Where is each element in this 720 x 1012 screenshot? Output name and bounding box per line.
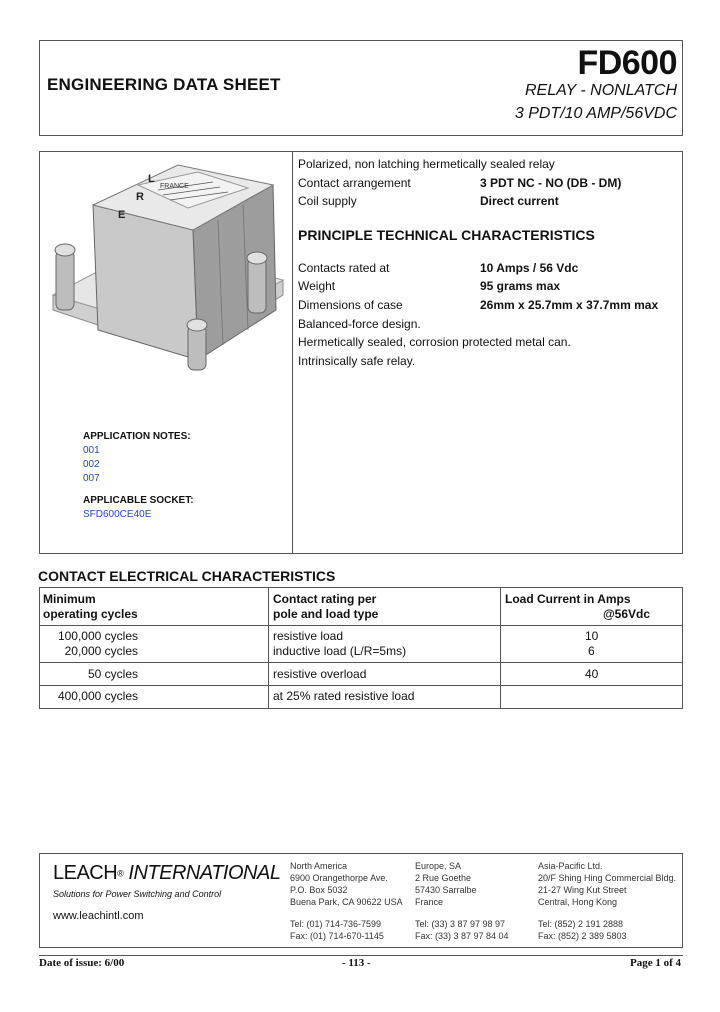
marking-letter: R (136, 191, 144, 203)
table-cell: 20,000 cycles (64, 644, 138, 658)
table-header: operating cycles (43, 607, 138, 621)
application-note-link[interactable]: 002 (83, 459, 100, 470)
spec-value: 3 PDT NC - NO (DB - DM) (480, 176, 622, 190)
spec-label: Coil supply (298, 194, 357, 208)
table-cell: 10 (585, 629, 599, 643)
application-note-link[interactable]: 007 (83, 473, 100, 484)
table-divider (39, 662, 683, 663)
applicable-socket-heading: APPLICABLE SOCKET: (83, 495, 194, 506)
address-europe: Europe, SA 2 Rue Goethe 57430 Sarralbe France Tel: (33) 3 87 97 98 97 Fax: (33) 3 87 97 84 04 (415, 861, 509, 941)
relay-photo (48, 160, 288, 405)
char-value: 10 Amps / 56 Vdc (480, 261, 579, 275)
char-value: 95 grams max (480, 279, 561, 293)
char-label: Weight (298, 279, 336, 293)
can-label: FRANCE (160, 183, 189, 190)
tagline: Solutions for Power Switching and Control (53, 889, 222, 899)
model-number: FD600 (577, 44, 677, 82)
description-text: Polarized, non latching hermetically sealed relay (298, 157, 555, 171)
table-cell: inductive load (L/R=5ms) (273, 644, 407, 658)
date-of-issue: Date of issue: 6/00 (39, 957, 125, 969)
table-cell: 100,000 cycles (57, 629, 138, 643)
footer-rule (39, 955, 683, 956)
table-cell: at 25% rated resistive load (273, 689, 415, 703)
table-divider (39, 625, 683, 626)
company-logo (53, 862, 280, 885)
table-header: pole and load type (273, 607, 379, 621)
relay-subtitle: RELAY - NONLATCH (524, 82, 677, 99)
char-label: Contacts rated at (298, 261, 390, 275)
address-north-america: North America 6900 Orangethorpe Ave. P.O. Box 5032 Buena Park, CA 90622 USA Tel: (01) 714-736-7599 Fax: (01) 714-670-1145 (290, 861, 403, 941)
principle-heading: PRINCIPLE TECHNICAL CHARACTERISTICS (298, 227, 595, 243)
socket-link[interactable]: SFD600CE40E (83, 509, 152, 520)
table-cell: 50 cycles (87, 667, 138, 681)
doc-type-title: ENGINEERING DATA SHEET (47, 75, 281, 94)
brand-suffix: INTERNATIONAL (128, 862, 281, 884)
application-note-link[interactable]: 001 (83, 445, 100, 456)
table-divider (268, 587, 269, 709)
table-cell: resistive load (273, 629, 344, 643)
table-divider (39, 685, 683, 686)
spec-label: Contact arrangement (298, 176, 411, 190)
contact-section-title: CONTACT ELECTRICAL CHARACTERISTICS (38, 568, 336, 584)
table-cell: 6 (588, 644, 595, 658)
panel-divider (292, 151, 293, 554)
table-cell: 400,000 cycles (57, 689, 138, 703)
feature-note: Hermetically sealed, corrosion protected metal can. (298, 335, 571, 349)
table-cell: 40 (585, 667, 599, 681)
brand-name: LEACH (53, 862, 118, 884)
marking-letter: L (148, 173, 155, 185)
page-code: - 113 - (342, 957, 371, 969)
table-header: Contact rating per (273, 592, 377, 606)
registered-mark: ® (117, 868, 124, 879)
feature-note: Balanced-force design. (298, 317, 421, 331)
feature-note: Intrinsically safe relay. (298, 354, 416, 368)
table-header: Load Current in Amps (505, 592, 631, 606)
website-link[interactable]: www.leachintl.com (53, 910, 144, 922)
char-value: 26mm x 25.7mm x 37.7mm max (480, 298, 659, 312)
marking-letter: E (118, 209, 126, 221)
application-notes-heading: APPLICATION NOTES: (83, 431, 191, 442)
table-divider (500, 587, 501, 709)
table-header: @56Vdc (602, 607, 650, 621)
table-header: Minimum (43, 592, 96, 606)
relay-rating: 3 PDT/10 AMP/56VDC (514, 105, 677, 122)
spec-value: Direct current (480, 194, 559, 208)
char-label: Dimensions of case (298, 298, 403, 312)
page-number: Page 1 of 4 (629, 957, 681, 969)
address-asia-pacific: Asia-Pacific Ltd. 20/F Shing Hing Commercial Bldg. 21-27 Wing Kut Street Central, Hong Kong Tel: (852) 2 191 2888 Fax: (852) 2 389 5803 (538, 861, 677, 941)
table-cell: resistive overload (273, 667, 367, 681)
